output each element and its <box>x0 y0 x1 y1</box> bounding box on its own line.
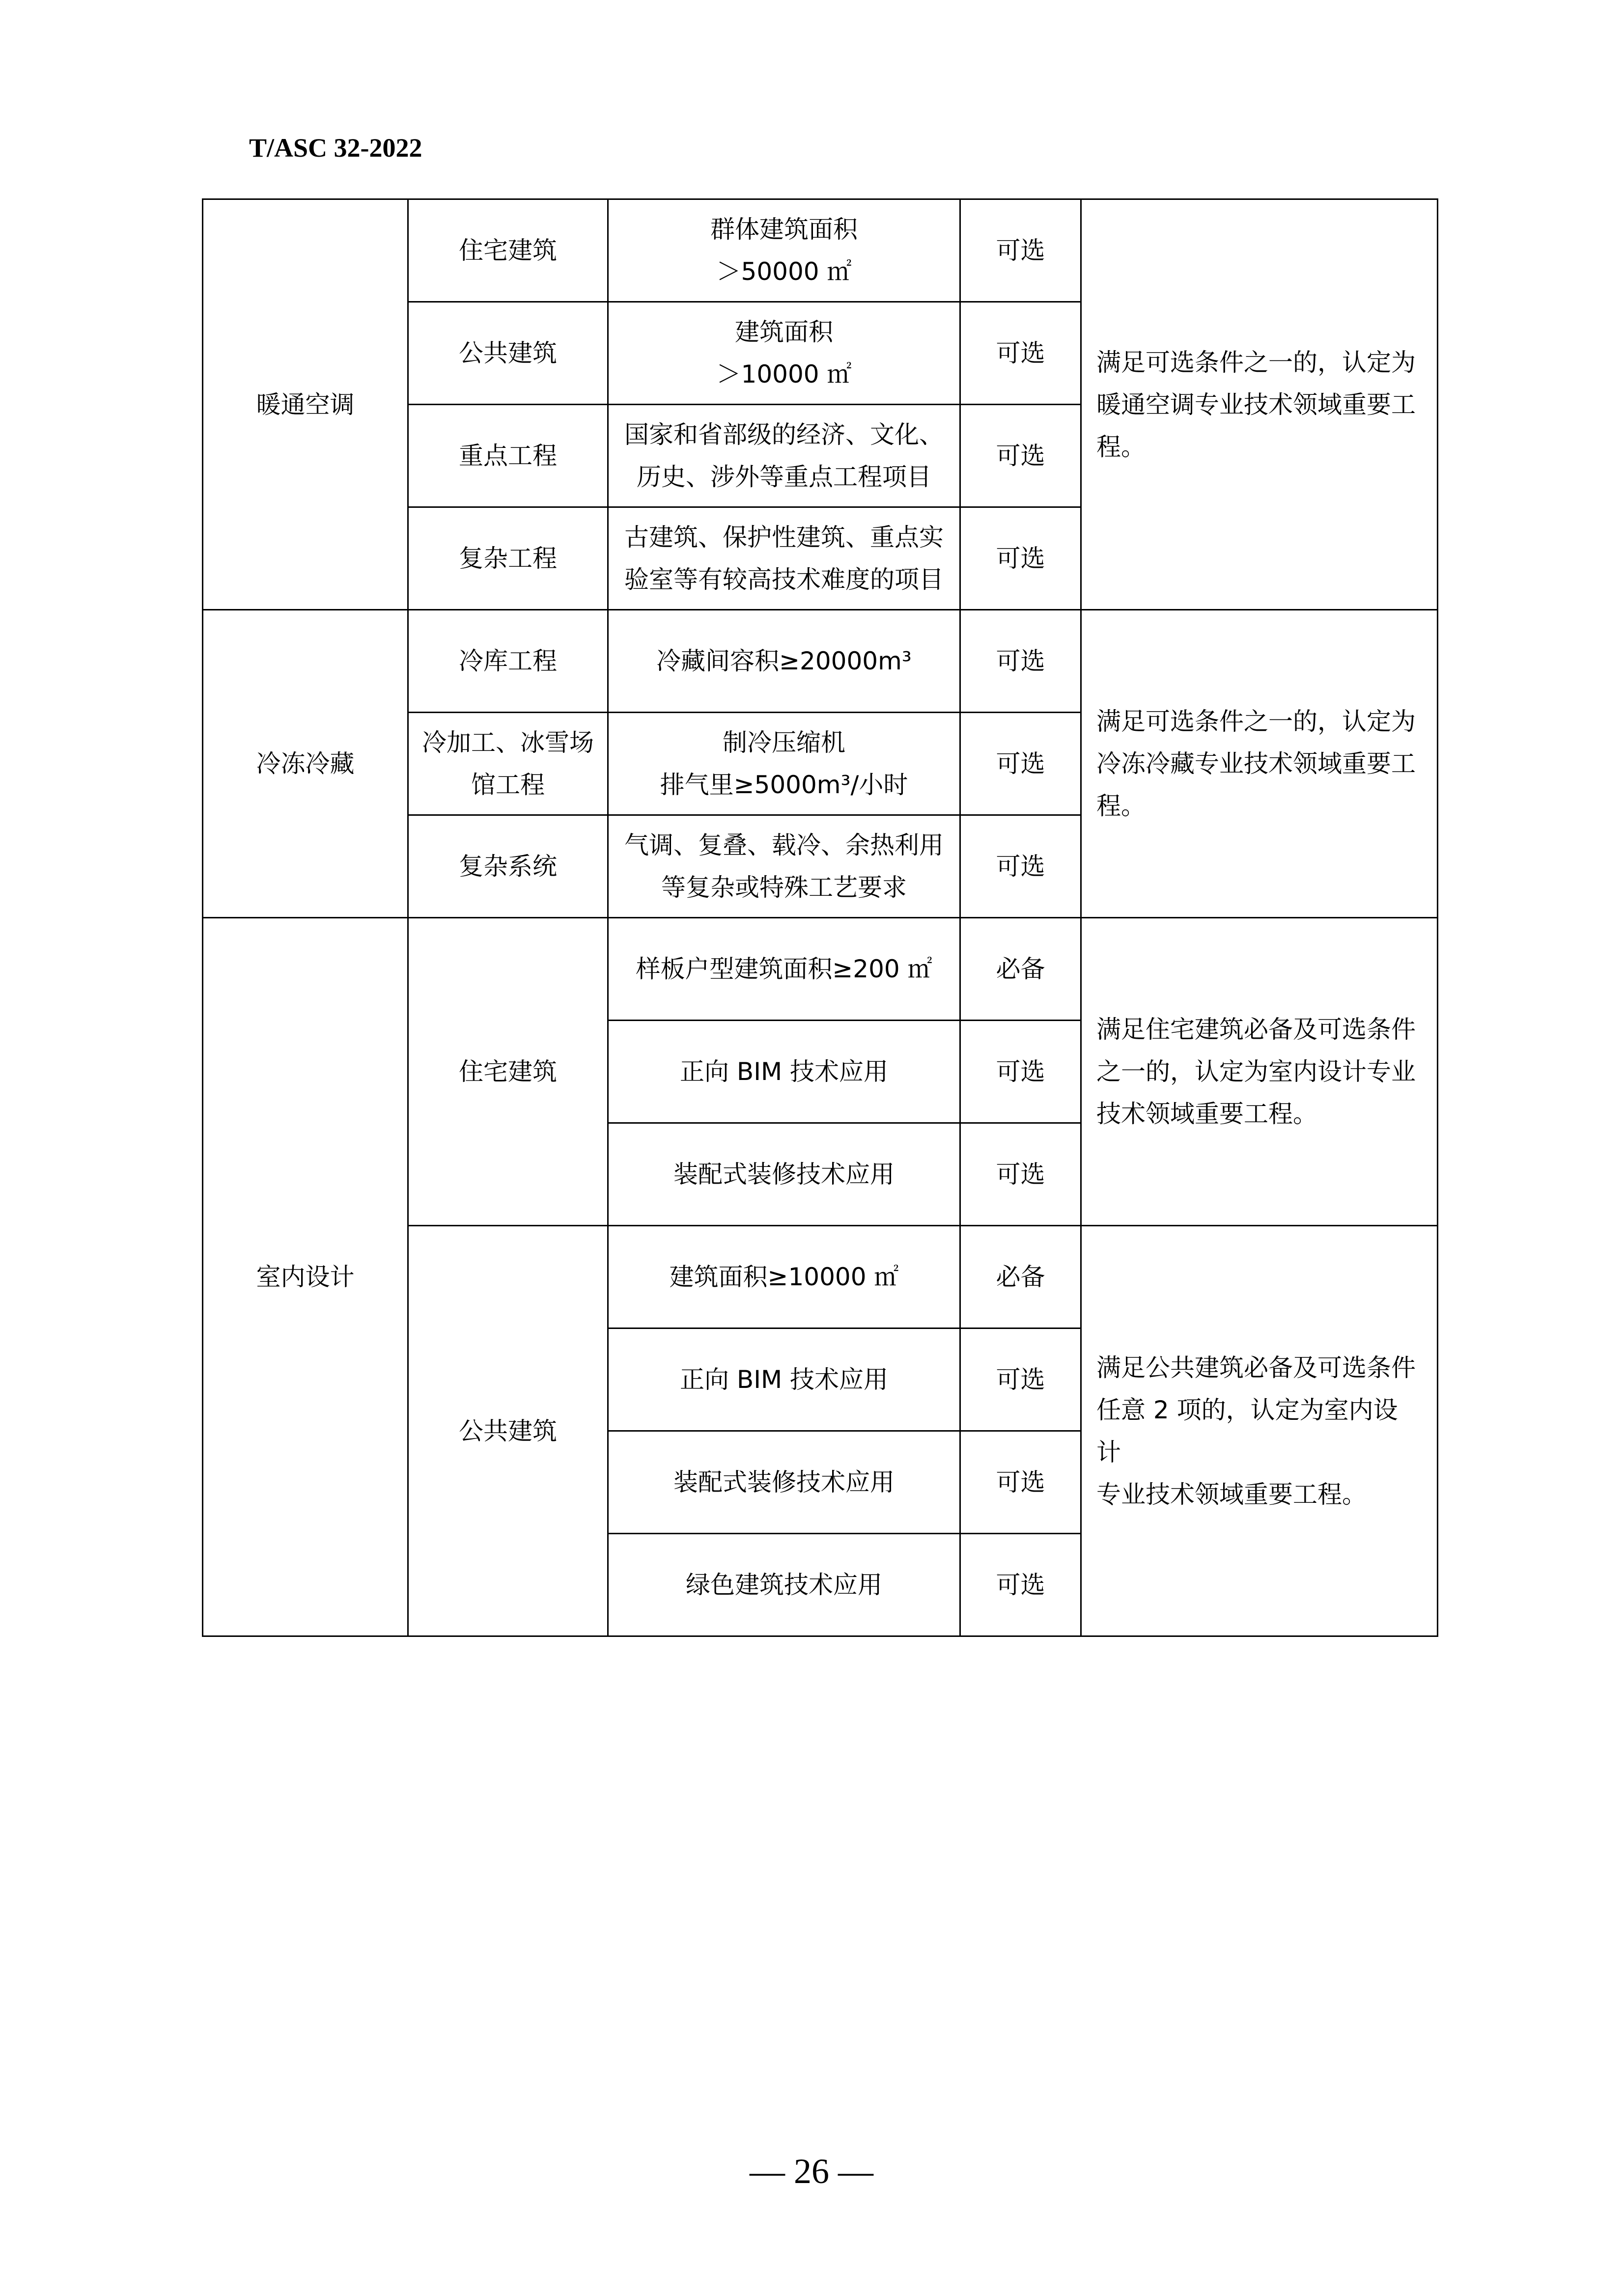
type-line: 冷加工、冰雪场 <box>422 728 594 757</box>
table-row <box>203 199 1438 302</box>
requirement-cell: 必备 <box>960 918 1081 1021</box>
requirement-cell: 可选 <box>960 1328 1081 1431</box>
condition-cell <box>608 815 960 918</box>
condition-cell: 冷藏间容积≥20000m³ <box>608 610 960 713</box>
type-cell <box>408 713 608 815</box>
condition-line: 古建筑、保护性建筑、重点实 <box>624 523 944 552</box>
note-line: 满足可选条件之一的，认定为 <box>1096 348 1416 377</box>
condition-line: 群体建筑面积 <box>710 215 858 244</box>
note-line: 满足可选条件之一的，认定为 <box>1096 707 1416 736</box>
note-cell <box>1081 1226 1438 1636</box>
requirement-cell: 可选 <box>960 302 1081 405</box>
requirement-cell: 可选 <box>960 199 1081 302</box>
requirement-cell: 可选 <box>960 610 1081 713</box>
requirement-cell: 可选 <box>960 1123 1081 1226</box>
category-cell: 暖通空调 <box>203 199 408 610</box>
condition-line: 制冷压缩机 <box>723 728 845 757</box>
type-cell: 住宅建筑 <box>408 199 608 302</box>
condition-cell: 绿色建筑技术应用 <box>608 1534 960 1636</box>
note-line: 满足住宅建筑必备及可选条件 <box>1096 1015 1416 1044</box>
note-line: 程。 <box>1096 432 1146 461</box>
note-line: 之一的，认定为室内设计专业 <box>1096 1057 1416 1086</box>
note-line: 任意 2 项的，认定为室内设计 <box>1096 1395 1398 1466</box>
type-cell: 冷库工程 <box>408 610 608 713</box>
requirement-cell: 可选 <box>960 1534 1081 1636</box>
type-cell: 复杂工程 <box>408 507 608 610</box>
requirement-cell: 可选 <box>960 507 1081 610</box>
requirements-table <box>202 198 1438 1637</box>
condition-line: 等复杂或特殊工艺要求 <box>661 873 907 902</box>
condition-cell: 正向 BIM 技术应用 <box>608 1328 960 1431</box>
condition-line: ＞50000 ㎡ <box>716 257 852 286</box>
condition-cell <box>608 405 960 507</box>
type-cell: 住宅建筑 <box>408 918 608 1226</box>
condition-cell <box>608 199 960 302</box>
condition-line: 历史、涉外等重点工程项目 <box>637 463 931 491</box>
type-cell: 复杂系统 <box>408 815 608 918</box>
type-cell: 公共建筑 <box>408 1226 608 1636</box>
requirement-cell: 可选 <box>960 1431 1081 1534</box>
condition-line: 气调、复叠、载冷、余热利用 <box>624 831 944 859</box>
type-line: 馆工程 <box>471 771 545 799</box>
type-cell: 公共建筑 <box>408 302 608 405</box>
condition-line: 国家和省部级的经济、文化、 <box>624 420 944 449</box>
condition-cell: 建筑面积≥10000 ㎡ <box>608 1226 960 1328</box>
condition-cell <box>608 302 960 405</box>
note-line: 冷冻冷藏专业技术领域重要工 <box>1096 749 1416 778</box>
requirement-cell: 必备 <box>960 1226 1081 1328</box>
condition-cell: 装配式装修技术应用 <box>608 1123 960 1226</box>
condition-line: ＞10000 ㎡ <box>716 360 852 388</box>
condition-line: 验室等有较高技术难度的项目 <box>624 565 944 594</box>
condition-cell: 装配式装修技术应用 <box>608 1431 960 1534</box>
category-cell: 冷冻冷藏 <box>203 610 408 918</box>
note-cell <box>1081 918 1438 1226</box>
note-cell <box>1081 199 1438 610</box>
page-number: — 26 — <box>750 2152 873 2191</box>
category-cell: 室内设计 <box>203 918 408 1636</box>
note-line: 暖通空调专业技术领域重要工 <box>1096 390 1416 419</box>
document-id: T/ASC 32-2022 <box>249 133 422 163</box>
condition-line: 建筑面积 <box>735 318 833 346</box>
condition-line: 排气里≥5000m³/小时 <box>660 771 908 799</box>
note-line: 专业技术领域重要工程。 <box>1096 1480 1367 1509</box>
note-cell <box>1081 610 1438 918</box>
condition-cell <box>608 507 960 610</box>
table-row <box>203 610 1438 713</box>
table-row <box>203 918 1438 1021</box>
condition-cell <box>608 713 960 815</box>
requirement-cell: 可选 <box>960 405 1081 507</box>
note-line: 技术领域重要工程。 <box>1096 1100 1317 1128</box>
requirement-cell: 可选 <box>960 815 1081 918</box>
requirement-cell: 可选 <box>960 713 1081 815</box>
condition-cell: 正向 BIM 技术应用 <box>608 1021 960 1123</box>
requirement-cell: 可选 <box>960 1021 1081 1123</box>
type-cell: 重点工程 <box>408 405 608 507</box>
condition-cell: 样板户型建筑面积≥200 ㎡ <box>608 918 960 1021</box>
note-line: 程。 <box>1096 792 1146 820</box>
note-line: 满足公共建筑必备及可选条件 <box>1096 1353 1416 1382</box>
